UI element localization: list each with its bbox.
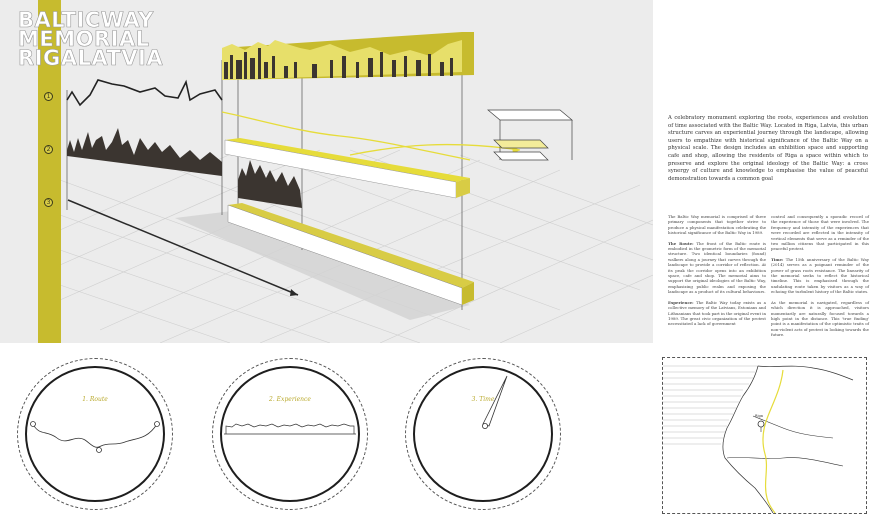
baltic-map [663,358,866,513]
location-map [662,357,867,514]
column-paragraph: Time: The 15th anniversary of the Baltic Way (2014) serves as a poignant reminder of the power of grass roots resistance. The linearity of the memorial seeks to reflect the historical timeline. This is emphasised through the undulating route taken by visitors as a way of echoing the turbulent history of the Baltic states. [771,256,869,295]
hero-panel [0,0,653,343]
stripe-marker-1: 1 [44,92,53,101]
route-label: 1. Route [82,396,108,403]
skyline-panel-left [67,128,222,176]
clock-hand [405,358,561,510]
column-paragraph: Experience: The Baltic Way today exists as a collective memory of the Latvians, Estonians and Lithuanians that took part in the original event in 1989. The great civic organization of the protest necessitated a lack of government [668,299,766,327]
column-paragraph: control and consequently a sporadic record of the experience of those that were involved. The frequency and intensity of the experiences that were recorded are reflected in the intensity of vertical elements that serve as a reminder of the two million citizens that participated in this peaceful protest. [771,214,869,252]
time-label: 3. Time [471,396,495,403]
column-paragraph: The Baltic Way memorial is comprised of three primary components that together strive to produce a physical manifestation celebrating the historical significance of the Baltic Way in 1989. [668,214,766,236]
column-paragraph: As the memorial is navigated, regardless of which direction it is approached, visitors momentarily are naturally focused towards a high point in the distance. This 'true finding' point is a manifestation of the optimistic traits of non-violent acts of protest in looking towards the future. [771,299,869,338]
experience-label: 2. Experience [269,396,311,403]
city-label: Riga [755,414,763,418]
pavilion-model [488,110,572,160]
experience-skyline [212,358,368,510]
ground-shadow [175,210,470,320]
title-line-2: MEMORIAL [18,27,150,51]
route-arrow-head [290,289,298,296]
column-paragraph: The Route: The front of the Baltic route is embodied in the geometric form of the memorial structure. Two identical boundaries (found) walkers along a journey that carves through the landscape to provide a corridor of reflection. At its peak the corridor opens into an exhibition space, cafe and shop. The memorial aims to support the original ideologies of the Baltic Way, emphasizing public realm and exposing the landscape as a product of its cultural behaviours. [668,240,766,295]
title-line-3: RIGALATVIA [18,46,164,70]
route-line [17,358,173,510]
skyline-panel-top [222,32,474,80]
intro-paragraph: A celebratory monument exploring the roots, experiences and evolution of time associated with the Baltic Way. Located in Riga, Latvia, this urban structure carves an experiential journey through the landscape, allowing users to empathize with historical significance of the Baltic Way on a physical scale. The design includes an exhibition space and supporting cafe and shop, allowing the residents of Riga a space within which to preserve and explore the original ideology of the Baltic Way: a cross synergy of culture and knowledge to emphasise the value of peaceful demonstration towards a common goal [668,115,868,182]
experience-diagram [212,358,368,510]
stripe-marker-3: 3 [44,198,53,207]
time-diagram [405,358,561,510]
text-column-2 [771,214,869,343]
title-line-1: BALTICWAY [18,8,154,32]
project-title [18,8,218,70]
text-column-1 [668,214,766,332]
stripe-marker-2: 2 [44,145,53,154]
skyline-panel-mid [238,160,302,208]
timeline-line [67,80,222,105]
route-diagram [17,358,173,510]
